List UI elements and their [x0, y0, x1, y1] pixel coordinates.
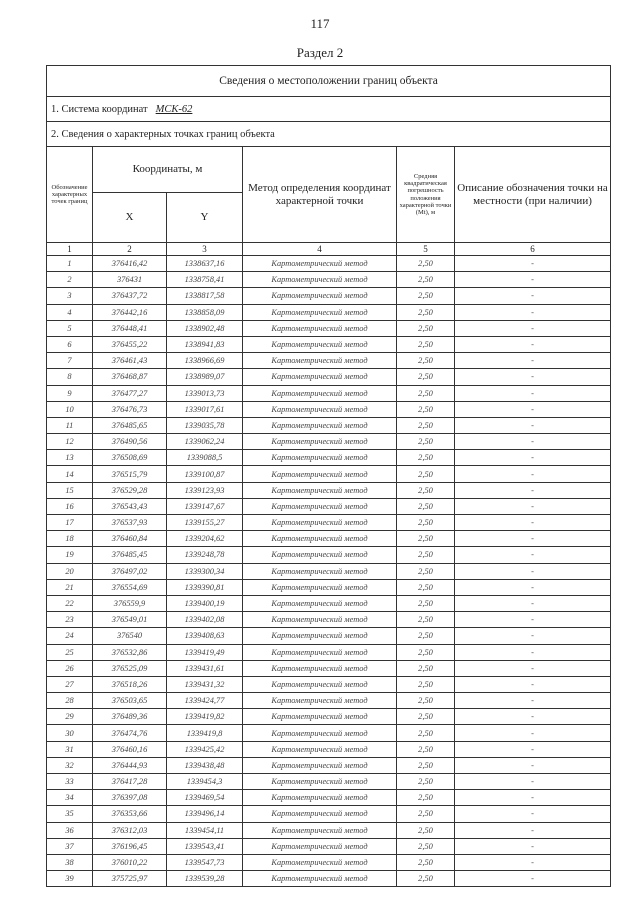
method-cell: Картометрический метод [243, 774, 397, 790]
method-cell: Картометрический метод [243, 385, 397, 401]
table-row [47, 547, 611, 563]
method-cell: Картометрический метод [243, 417, 397, 433]
x-coordinate-cell: 376529,28 [93, 482, 167, 498]
point-id-cell: 11 [47, 417, 93, 433]
accuracy-cell: 2,50 [397, 288, 455, 304]
y-coordinate-cell: 1339402,08 [167, 612, 243, 628]
x-coordinate-cell: 376437,72 [93, 288, 167, 304]
page-number: 117 [310, 16, 330, 31]
y-coordinate-cell: 1339431,61 [167, 660, 243, 676]
header-y: Y [167, 193, 243, 243]
coord-system-row [47, 97, 611, 122]
y-coordinate-cell: 1339438,48 [167, 757, 243, 773]
table-row [47, 466, 611, 482]
table-row [47, 676, 611, 692]
x-coordinate-cell: 376532,86 [93, 644, 167, 660]
table-row [47, 272, 611, 288]
description-cell: - [455, 466, 611, 482]
point-id-cell: 26 [47, 660, 93, 676]
method-cell: Картометрический метод [243, 676, 397, 692]
y-coordinate-cell: 1339419,82 [167, 709, 243, 725]
table-row [47, 563, 611, 579]
method-cell: Картометрический метод [243, 644, 397, 660]
table-row [47, 288, 611, 304]
point-id-cell: 38 [47, 854, 93, 870]
y-coordinate-cell: 1338989,07 [167, 369, 243, 385]
x-coordinate-cell: 376554,69 [93, 579, 167, 595]
point-id-cell: 20 [47, 563, 93, 579]
x-coordinate-cell: 376515,79 [93, 466, 167, 482]
table-row [47, 336, 611, 352]
method-cell: Картометрический метод [243, 757, 397, 773]
y-coordinate-cell: 1339419,8 [167, 725, 243, 741]
y-coordinate-cell: 1339425,42 [167, 741, 243, 757]
header-method: Метод определения координат характерной точки [243, 147, 397, 243]
description-cell: - [455, 725, 611, 741]
accuracy-cell: 2,50 [397, 628, 455, 644]
coord-system-label: 1. Система координат [51, 103, 148, 115]
method-cell: Картометрический метод [243, 353, 397, 369]
point-id-cell: 3 [47, 288, 93, 304]
column-numbers-row [47, 243, 611, 256]
accuracy-cell: 2,50 [397, 838, 455, 854]
point-id-cell: 17 [47, 515, 93, 531]
description-cell: - [455, 288, 611, 304]
accuracy-cell: 2,50 [397, 385, 455, 401]
y-coordinate-cell: 1339088,5 [167, 450, 243, 466]
y-coordinate-cell: 1338902,48 [167, 320, 243, 336]
point-id-cell: 16 [47, 498, 93, 514]
x-coordinate-cell: 376196,45 [93, 838, 167, 854]
method-cell: Картометрический метод [243, 272, 397, 288]
x-coordinate-cell: 376397,08 [93, 790, 167, 806]
col-number: 6 [455, 243, 611, 256]
table-row [47, 741, 611, 757]
x-coordinate-cell: 376442,16 [93, 304, 167, 320]
header-coordinates: Координаты, м [93, 147, 243, 193]
table-row [47, 644, 611, 660]
point-id-cell: 5 [47, 320, 93, 336]
col-number: 3 [167, 243, 243, 256]
accuracy-cell: 2,50 [397, 482, 455, 498]
description-cell: - [455, 417, 611, 433]
x-coordinate-cell: 376485,65 [93, 417, 167, 433]
method-cell: Картометрический метод [243, 806, 397, 822]
method-cell: Картометрический метод [243, 660, 397, 676]
description-cell: - [455, 353, 611, 369]
accuracy-cell: 2,50 [397, 434, 455, 450]
col-number: 2 [93, 243, 167, 256]
x-coordinate-cell: 376312,03 [93, 822, 167, 838]
accuracy-cell: 2,50 [397, 320, 455, 336]
x-coordinate-cell: 376476,73 [93, 401, 167, 417]
accuracy-cell: 2,50 [397, 417, 455, 433]
description-cell: - [455, 693, 611, 709]
header-accuracy: Средняя квадратическая погрешность положения характерной точки (Mt), м [397, 147, 455, 243]
description-cell: - [455, 660, 611, 676]
accuracy-cell: 2,50 [397, 871, 455, 887]
accuracy-cell: 2,50 [397, 676, 455, 692]
accuracy-cell: 2,50 [397, 256, 455, 272]
x-coordinate-cell: 376455,22 [93, 336, 167, 352]
description-cell: - [455, 757, 611, 773]
x-coordinate-cell: 375725,97 [93, 871, 167, 887]
x-coordinate-cell: 376490,56 [93, 434, 167, 450]
accuracy-cell: 2,50 [397, 741, 455, 757]
x-coordinate-cell: 376543,43 [93, 498, 167, 514]
y-coordinate-cell: 1339547,73 [167, 854, 243, 870]
point-id-cell: 22 [47, 595, 93, 611]
accuracy-cell: 2,50 [397, 709, 455, 725]
accuracy-cell: 2,50 [397, 725, 455, 741]
y-coordinate-cell: 1339155,27 [167, 515, 243, 531]
table-row [47, 725, 611, 741]
description-cell: - [455, 320, 611, 336]
y-coordinate-cell: 1339408,63 [167, 628, 243, 644]
point-id-cell: 6 [47, 336, 93, 352]
accuracy-cell: 2,50 [397, 790, 455, 806]
table-row [47, 417, 611, 433]
point-id-cell: 25 [47, 644, 93, 660]
y-coordinate-cell: 1339100,87 [167, 466, 243, 482]
method-cell: Картометрический метод [243, 790, 397, 806]
method-cell: Картометрический метод [243, 466, 397, 482]
point-id-cell: 27 [47, 676, 93, 692]
method-cell: Картометрический метод [243, 693, 397, 709]
y-coordinate-cell: 1338817,58 [167, 288, 243, 304]
x-coordinate-cell: 376460,84 [93, 531, 167, 547]
table-row [47, 498, 611, 514]
point-id-cell: 28 [47, 693, 93, 709]
y-coordinate-cell: 1339539,28 [167, 871, 243, 887]
x-coordinate-cell: 376474,76 [93, 725, 167, 741]
method-cell: Картометрический метод [243, 579, 397, 595]
method-cell: Картометрический метод [243, 369, 397, 385]
accuracy-cell: 2,50 [397, 757, 455, 773]
accuracy-cell: 2,50 [397, 498, 455, 514]
accuracy-cell: 2,50 [397, 272, 455, 288]
x-coordinate-cell: 376525,09 [93, 660, 167, 676]
method-cell: Картометрический метод [243, 515, 397, 531]
description-cell: - [455, 612, 611, 628]
table-row [47, 774, 611, 790]
table-row [47, 369, 611, 385]
y-coordinate-cell: 1339496,14 [167, 806, 243, 822]
accuracy-cell: 2,50 [397, 531, 455, 547]
accuracy-cell: 2,50 [397, 466, 455, 482]
description-cell: - [455, 450, 611, 466]
y-coordinate-cell: 1339248,78 [167, 547, 243, 563]
description-cell: - [455, 385, 611, 401]
description-cell: - [455, 806, 611, 822]
description-cell: - [455, 741, 611, 757]
table-row [47, 822, 611, 838]
table-row [47, 790, 611, 806]
description-cell: - [455, 531, 611, 547]
point-id-cell: 18 [47, 531, 93, 547]
x-coordinate-cell: 376559,9 [93, 595, 167, 611]
description-cell: - [455, 676, 611, 692]
point-id-cell: 24 [47, 628, 93, 644]
x-coordinate-cell: 376489,36 [93, 709, 167, 725]
x-coordinate-cell: 376444,93 [93, 757, 167, 773]
y-coordinate-cell: 1338637,16 [167, 256, 243, 272]
table-row [47, 612, 611, 628]
y-coordinate-cell: 1339017,61 [167, 401, 243, 417]
x-coordinate-cell: 376416,42 [93, 256, 167, 272]
header-point-designation: Обозначение характерных точек границ [47, 147, 93, 243]
accuracy-cell: 2,50 [397, 806, 455, 822]
point-id-cell: 13 [47, 450, 93, 466]
point-id-cell: 35 [47, 806, 93, 822]
y-coordinate-cell: 1339204,62 [167, 531, 243, 547]
method-cell: Картометрический метод [243, 288, 397, 304]
accuracy-cell: 2,50 [397, 450, 455, 466]
y-coordinate-cell: 1339300,34 [167, 563, 243, 579]
method-cell: Картометрический метод [243, 871, 397, 887]
table-row [47, 401, 611, 417]
point-id-cell: 39 [47, 871, 93, 887]
point-id-cell: 31 [47, 741, 93, 757]
y-coordinate-cell: 1339469,54 [167, 790, 243, 806]
point-id-cell: 8 [47, 369, 93, 385]
table-row [47, 595, 611, 611]
table-row [47, 693, 611, 709]
x-coordinate-cell: 376497,02 [93, 563, 167, 579]
point-id-cell: 12 [47, 434, 93, 450]
accuracy-cell: 2,50 [397, 854, 455, 870]
description-cell: - [455, 434, 611, 450]
accuracy-cell: 2,50 [397, 563, 455, 579]
method-cell: Картометрический метод [243, 725, 397, 741]
method-cell: Картометрический метод [243, 256, 397, 272]
y-coordinate-cell: 1338858,09 [167, 304, 243, 320]
point-id-cell: 29 [47, 709, 93, 725]
table-row [47, 385, 611, 401]
table-row [47, 757, 611, 773]
accuracy-cell: 2,50 [397, 660, 455, 676]
accuracy-cell: 2,50 [397, 401, 455, 417]
description-cell: - [455, 822, 611, 838]
y-coordinate-cell: 1339035,78 [167, 417, 243, 433]
x-coordinate-cell: 376431 [93, 272, 167, 288]
description-cell: - [455, 515, 611, 531]
y-coordinate-cell: 1339013,73 [167, 385, 243, 401]
section-title: Раздел 2 [296, 45, 344, 60]
accuracy-cell: 2,50 [397, 693, 455, 709]
point-id-cell: 1 [47, 256, 93, 272]
table-row [47, 450, 611, 466]
x-coordinate-cell: 376503,65 [93, 693, 167, 709]
description-cell: - [455, 709, 611, 725]
point-id-cell: 36 [47, 822, 93, 838]
x-coordinate-cell: 376485,45 [93, 547, 167, 563]
table-row [47, 838, 611, 854]
y-coordinate-cell: 1339431,32 [167, 676, 243, 692]
col-number: 5 [397, 243, 455, 256]
x-coordinate-cell: 376460,16 [93, 741, 167, 757]
table-row [47, 579, 611, 595]
col-number: 4 [243, 243, 397, 256]
y-coordinate-cell: 1338966,69 [167, 353, 243, 369]
y-coordinate-cell: 1339454,11 [167, 822, 243, 838]
point-id-cell: 19 [47, 547, 93, 563]
x-coordinate-cell: 376549,01 [93, 612, 167, 628]
method-cell: Картометрический метод [243, 612, 397, 628]
points-label: 2. Сведения о характерных точках границ объекта [47, 122, 611, 147]
x-coordinate-cell: 376010,22 [93, 854, 167, 870]
method-cell: Картометрический метод [243, 822, 397, 838]
x-coordinate-cell: 376448,41 [93, 320, 167, 336]
accuracy-cell: 2,50 [397, 579, 455, 595]
col-number: 1 [47, 243, 93, 256]
x-coordinate-cell: 376468,87 [93, 369, 167, 385]
table-row [47, 806, 611, 822]
x-coordinate-cell: 376537,93 [93, 515, 167, 531]
method-cell: Картометрический метод [243, 709, 397, 725]
point-id-cell: 32 [47, 757, 93, 773]
description-cell: - [455, 644, 611, 660]
method-cell: Картометрический метод [243, 336, 397, 352]
method-cell: Картометрический метод [243, 563, 397, 579]
table-row [47, 320, 611, 336]
point-id-cell: 21 [47, 579, 93, 595]
description-cell: - [455, 401, 611, 417]
accuracy-cell: 2,50 [397, 595, 455, 611]
point-id-cell: 9 [47, 385, 93, 401]
table-row [47, 531, 611, 547]
table-row [47, 304, 611, 320]
x-coordinate-cell: 376477,27 [93, 385, 167, 401]
method-cell: Картометрический метод [243, 838, 397, 854]
method-cell: Картометрический метод [243, 547, 397, 563]
header-description: Описание обозначения точки на местности (при наличии) [455, 147, 611, 243]
table-row [47, 660, 611, 676]
accuracy-cell: 2,50 [397, 304, 455, 320]
method-cell: Картометрический метод [243, 628, 397, 644]
table-row [47, 256, 611, 272]
y-coordinate-cell: 1339390,81 [167, 579, 243, 595]
point-id-cell: 7 [47, 353, 93, 369]
point-id-cell: 34 [47, 790, 93, 806]
accuracy-cell: 2,50 [397, 644, 455, 660]
method-cell: Картометрический метод [243, 741, 397, 757]
description-cell: - [455, 838, 611, 854]
method-cell: Картометрический метод [243, 320, 397, 336]
y-coordinate-cell: 1339419,49 [167, 644, 243, 660]
point-id-cell: 37 [47, 838, 93, 854]
method-cell: Картометрический метод [243, 450, 397, 466]
description-cell: - [455, 256, 611, 272]
point-id-cell: 33 [47, 774, 93, 790]
table-title: Сведения о местоположении границ объекта [47, 66, 611, 97]
accuracy-cell: 2,50 [397, 515, 455, 531]
x-coordinate-cell: 376540 [93, 628, 167, 644]
table-row [47, 854, 611, 870]
x-coordinate-cell: 376461,43 [93, 353, 167, 369]
y-coordinate-cell: 1338941,83 [167, 336, 243, 352]
method-cell: Картометрический метод [243, 531, 397, 547]
point-id-cell: 2 [47, 272, 93, 288]
description-cell: - [455, 790, 611, 806]
point-id-cell: 15 [47, 482, 93, 498]
accuracy-cell: 2,50 [397, 369, 455, 385]
boundary-points-table [46, 65, 611, 887]
point-id-cell: 4 [47, 304, 93, 320]
accuracy-cell: 2,50 [397, 822, 455, 838]
description-cell: - [455, 595, 611, 611]
y-coordinate-cell: 1339147,67 [167, 498, 243, 514]
y-coordinate-cell: 1338758,41 [167, 272, 243, 288]
point-id-cell: 23 [47, 612, 93, 628]
table-row [47, 353, 611, 369]
description-cell: - [455, 579, 611, 595]
table-row [47, 871, 611, 887]
table-row [47, 434, 611, 450]
y-coordinate-cell: 1339400,19 [167, 595, 243, 611]
method-cell: Картометрический метод [243, 854, 397, 870]
x-coordinate-cell: 376353,66 [93, 806, 167, 822]
table-row [47, 709, 611, 725]
description-cell: - [455, 272, 611, 288]
point-id-cell: 30 [47, 725, 93, 741]
x-coordinate-cell: 376417,28 [93, 774, 167, 790]
method-cell: Картометрический метод [243, 304, 397, 320]
accuracy-cell: 2,50 [397, 547, 455, 563]
table-row [47, 482, 611, 498]
y-coordinate-cell: 1339454,3 [167, 774, 243, 790]
y-coordinate-cell: 1339062,24 [167, 434, 243, 450]
method-cell: Картометрический метод [243, 498, 397, 514]
method-cell: Картометрический метод [243, 401, 397, 417]
coord-system-value: МСК-62 [155, 103, 193, 115]
description-cell: - [455, 336, 611, 352]
description-cell: - [455, 563, 611, 579]
description-cell: - [455, 871, 611, 887]
x-coordinate-cell: 376508,69 [93, 450, 167, 466]
accuracy-cell: 2,50 [397, 353, 455, 369]
point-id-cell: 14 [47, 466, 93, 482]
table-row [47, 515, 611, 531]
description-cell: - [455, 369, 611, 385]
y-coordinate-cell: 1339543,41 [167, 838, 243, 854]
description-cell: - [455, 628, 611, 644]
header-x: X [93, 193, 167, 243]
table-row [47, 628, 611, 644]
y-coordinate-cell: 1339123,93 [167, 482, 243, 498]
method-cell: Картометрический метод [243, 595, 397, 611]
description-cell: - [455, 482, 611, 498]
method-cell: Картометрический метод [243, 434, 397, 450]
accuracy-cell: 2,50 [397, 612, 455, 628]
x-coordinate-cell: 376518,26 [93, 676, 167, 692]
point-id-cell: 10 [47, 401, 93, 417]
description-cell: - [455, 854, 611, 870]
accuracy-cell: 2,50 [397, 774, 455, 790]
y-coordinate-cell: 1339424,77 [167, 693, 243, 709]
method-cell: Картометрический метод [243, 482, 397, 498]
accuracy-cell: 2,50 [397, 336, 455, 352]
description-cell: - [455, 547, 611, 563]
description-cell: - [455, 304, 611, 320]
description-cell: - [455, 774, 611, 790]
description-cell: - [455, 498, 611, 514]
